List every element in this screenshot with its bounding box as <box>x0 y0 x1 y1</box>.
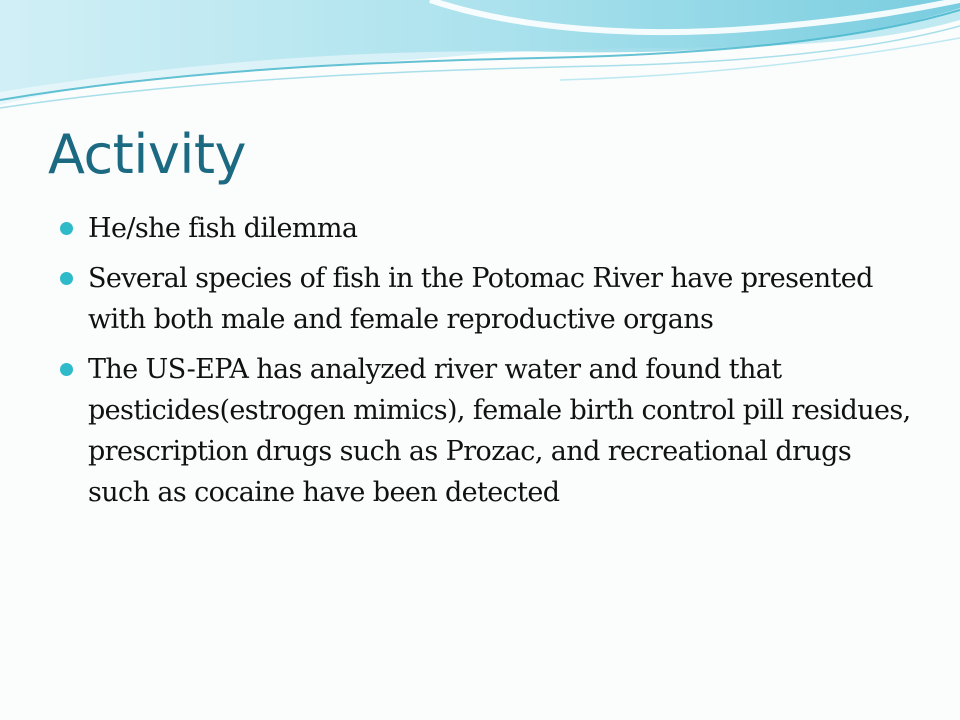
bullet-text: He/she fish dilemma <box>88 213 358 244</box>
bullet-item <box>60 258 920 340</box>
bullet-icon <box>60 363 73 376</box>
wave-header-decoration <box>0 0 960 120</box>
bullet-item <box>60 349 920 513</box>
bullet-list <box>60 208 920 522</box>
bullet-icon <box>60 222 73 235</box>
bullet-text: Several species of fish in the Potomac River have presented with both male and female reproductive organs <box>88 263 873 335</box>
bullet-icon <box>60 272 73 285</box>
slide-title: Activity <box>48 123 246 186</box>
bullet-text: The US-EPA has analyzed river water and found that pesticides(estrogen mimics), female birth control pill residues, prescription drugs such as Prozac, and recreational drugs such as cocaine have been detected <box>88 354 911 508</box>
bullet-item <box>60 208 920 249</box>
